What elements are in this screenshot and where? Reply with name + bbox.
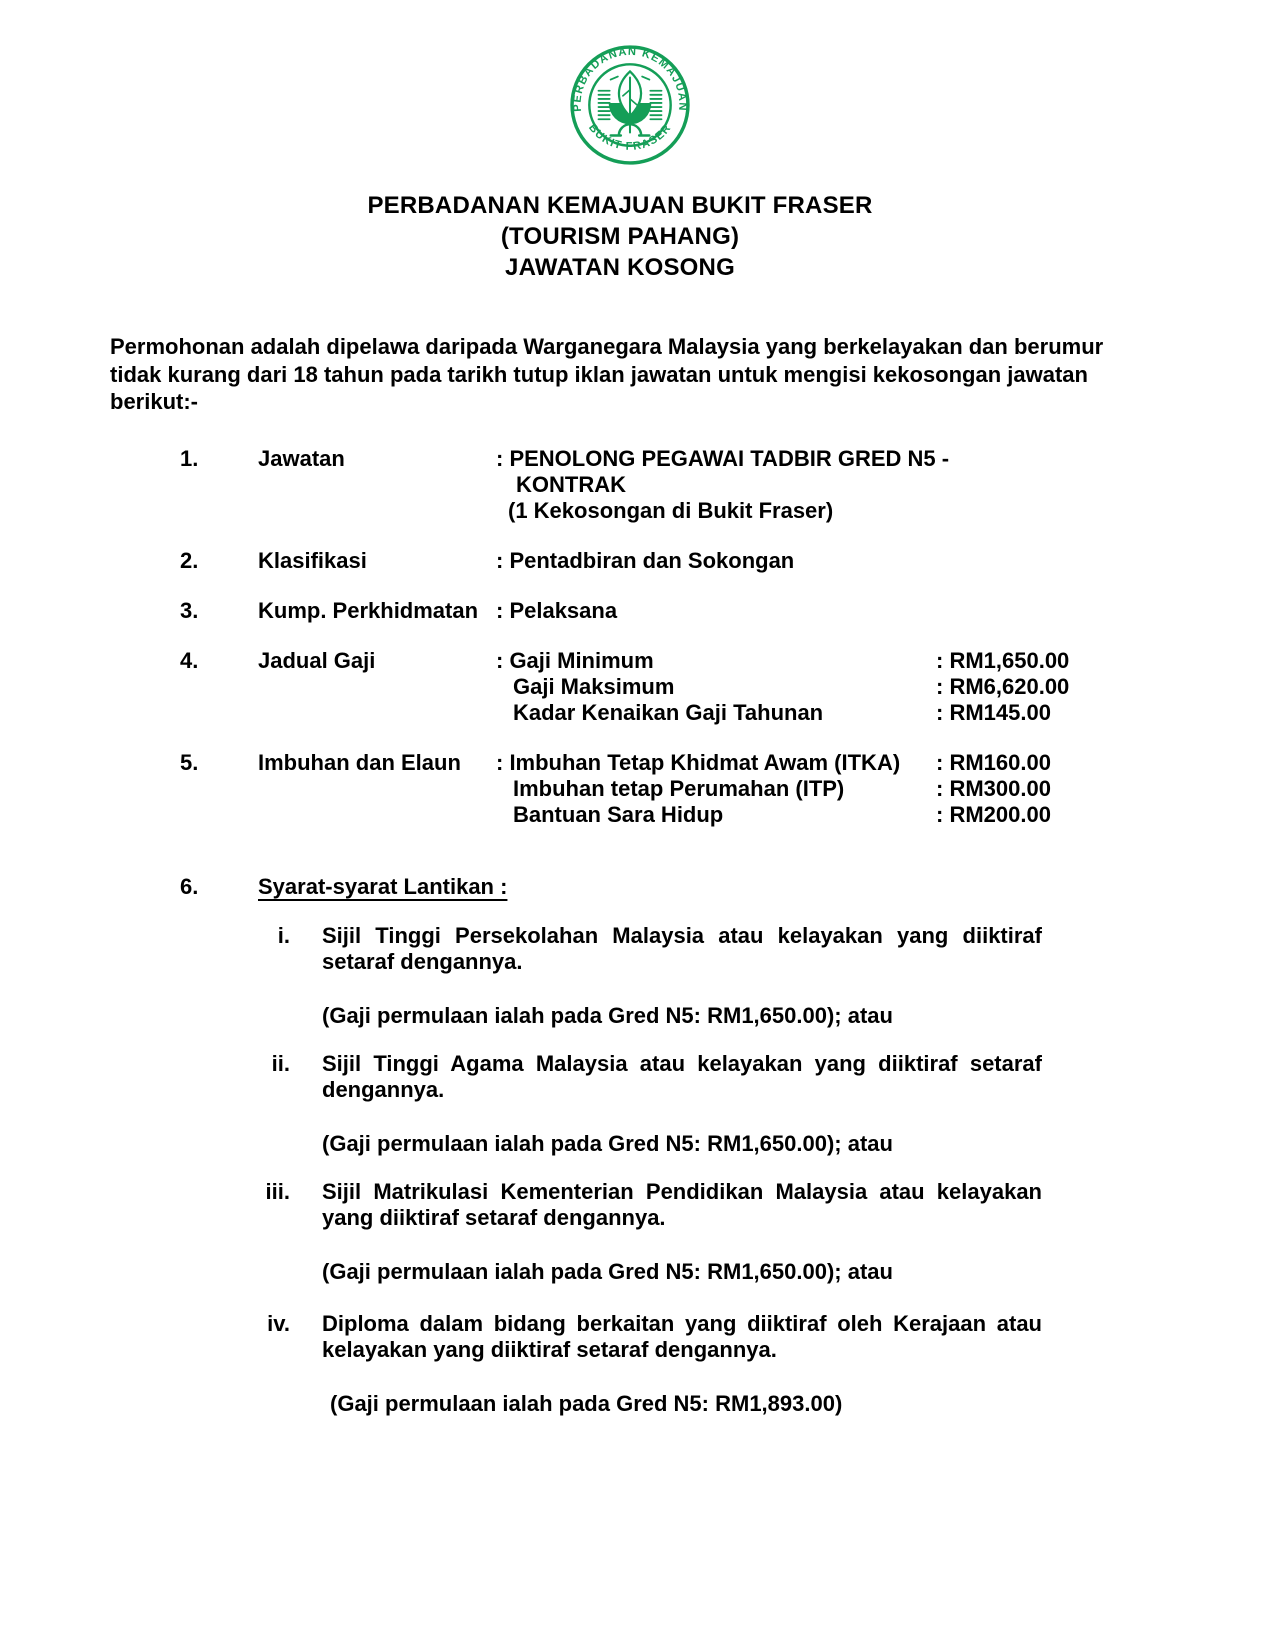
requirement-number: iii. — [265, 1178, 290, 1204]
requirement-item-iv — [110, 1311, 1170, 1417]
salary-name: Kadar Kenaikan Gaji Tahunan — [513, 699, 824, 725]
item-value — [496, 648, 1170, 726]
allowance-row — [496, 776, 1170, 802]
item-value — [496, 548, 1170, 574]
allowance-row — [496, 802, 1170, 828]
salary-note: (Gaji permulaan ialah pada Gred N5: RM1,893.00) — [330, 1390, 843, 1416]
item-label: Imbuhan dan Elaun — [258, 749, 461, 775]
salary-row — [496, 648, 1170, 674]
requirement-number: iv. — [267, 1310, 290, 1336]
left-hatch-decoration — [598, 91, 609, 119]
item-label: Jadual Gaji — [258, 647, 376, 673]
allowance-name: Bantuan Sara Hidup — [513, 801, 724, 827]
requirement-item-iii — [110, 1179, 1170, 1285]
salary-note: (Gaji permulaan ialah pada Gred N5: RM1,650.00); atau — [322, 1258, 893, 1284]
item-number: 3. — [180, 597, 199, 623]
item-number: 4. — [180, 647, 199, 673]
requirement-body — [322, 923, 1042, 1029]
seal-bottom-arc-text: BUKIT FRASER — [586, 121, 674, 153]
right-hatch-decoration — [650, 91, 661, 119]
allowance-amount: : RM200.00 — [936, 801, 1051, 827]
item-value — [496, 446, 1170, 524]
requirement-text: Sijil Matrikulasi Kementerian Pendidikan Malaysia atau kelayakan yang diiktiraf setaraf dengannya. — [322, 1178, 1042, 1230]
allowance-name: Imbuhan tetap Perumahan (ITP) — [513, 775, 845, 801]
allowance-amount: : RM300.00 — [936, 775, 1051, 801]
item-value-line: : PENOLONG PEGAWAI TADBIR GRED N5 - — [496, 445, 950, 471]
item-value-line: KONTRAK — [516, 471, 626, 497]
allowance-amount: : RM160.00 — [936, 749, 1051, 775]
requirement-number: ii. — [271, 1050, 290, 1076]
salary-amount: : RM1,650.00 — [936, 647, 1070, 673]
items-list — [110, 446, 1170, 900]
salary-note: (Gaji permulaan ialah pada Gred N5: RM1,650.00); atau — [322, 1130, 893, 1156]
org-name-title: PERBADANAN KEMAJUAN BUKIT FRASER — [367, 192, 873, 219]
item-value — [496, 598, 1170, 624]
item-number: 2. — [180, 547, 199, 573]
salary-amount: : RM145.00 — [936, 699, 1051, 725]
item-number: 5. — [180, 749, 199, 775]
item-label: Syarat-syarat Lantikan : — [258, 873, 508, 899]
requirement-body — [322, 1179, 1042, 1285]
salary-note: (Gaji permulaan ialah pada Gred N5: RM1,650.00); atau — [322, 1002, 893, 1028]
salary-name: Gaji Maksimum — [513, 673, 675, 699]
salary-row — [496, 700, 1170, 726]
intro-paragraph: Permohonan adalah dipelawa daripada Warganegara Malaysia yang berkelayakan dan berumur tidak kurang dari 18 tahun pada tarikh tutup iklan jawatan untuk mengisi kekosongan jawatan berikut:- — [110, 334, 1104, 414]
org-subtitle: (TOURISM PAHANG) — [500, 223, 740, 250]
requirement-item-ii — [110, 1051, 1170, 1157]
document-title-block — [110, 190, 1130, 283]
item-jawatan — [110, 446, 1170, 524]
organization-seal-logo — [569, 44, 691, 166]
logo-row — [110, 44, 1150, 166]
item-klasifikasi — [110, 548, 1170, 574]
allowance-name: : Imbuhan Tetap Khidmat Awam (ITKA) — [496, 749, 901, 775]
item-label: Kump. Perkhidmatan — [258, 597, 479, 623]
requirement-text: Sijil Tinggi Persekolahan Malaysia atau kelayakan yang diiktiraf setaraf dengannya. — [322, 922, 1042, 974]
salary-row — [496, 674, 1170, 700]
requirement-text: Diploma dalam bidang berkaitan yang diiktiraf oleh Kerajaan atau kelayakan yang diiktiraf setaraf dengannya. — [322, 1310, 1042, 1362]
item-syarat-lantikan-heading — [110, 874, 1170, 900]
item-value-line: : Pelaksana — [496, 597, 618, 623]
item-jadual-gaji — [110, 648, 1170, 726]
requirement-item-i — [110, 923, 1170, 1029]
requirement-number: i. — [277, 922, 290, 948]
requirement-body — [322, 1311, 1042, 1417]
salary-name: : Gaji Minimum — [496, 647, 654, 673]
item-value — [496, 750, 1170, 828]
item-kump-perkhidmatan — [110, 598, 1170, 624]
seal-top-arc-text: PERBADANAN KEMAJUAN — [571, 45, 689, 113]
item-number: 1. — [180, 445, 199, 471]
requirement-body — [322, 1051, 1042, 1157]
item-label: Jawatan — [258, 445, 345, 471]
requirement-text: Sijil Tinggi Agama Malaysia atau kelayakan yang diiktiraf setaraf dengannya. — [322, 1050, 1042, 1102]
document-type-title: JAWATAN KOSONG — [505, 254, 735, 281]
salary-amount: : RM6,620.00 — [936, 673, 1070, 699]
requirements-list — [110, 923, 1170, 1417]
item-value-line: (1 Kekosongan di Bukit Fraser) — [508, 497, 834, 523]
item-label: Klasifikasi — [258, 547, 367, 573]
item-number: 6. — [180, 873, 199, 899]
allowance-row — [496, 750, 1170, 776]
item-value-line: : Pentadbiran dan Sokongan — [496, 547, 795, 573]
item-imbuhan-elaun — [110, 750, 1170, 828]
